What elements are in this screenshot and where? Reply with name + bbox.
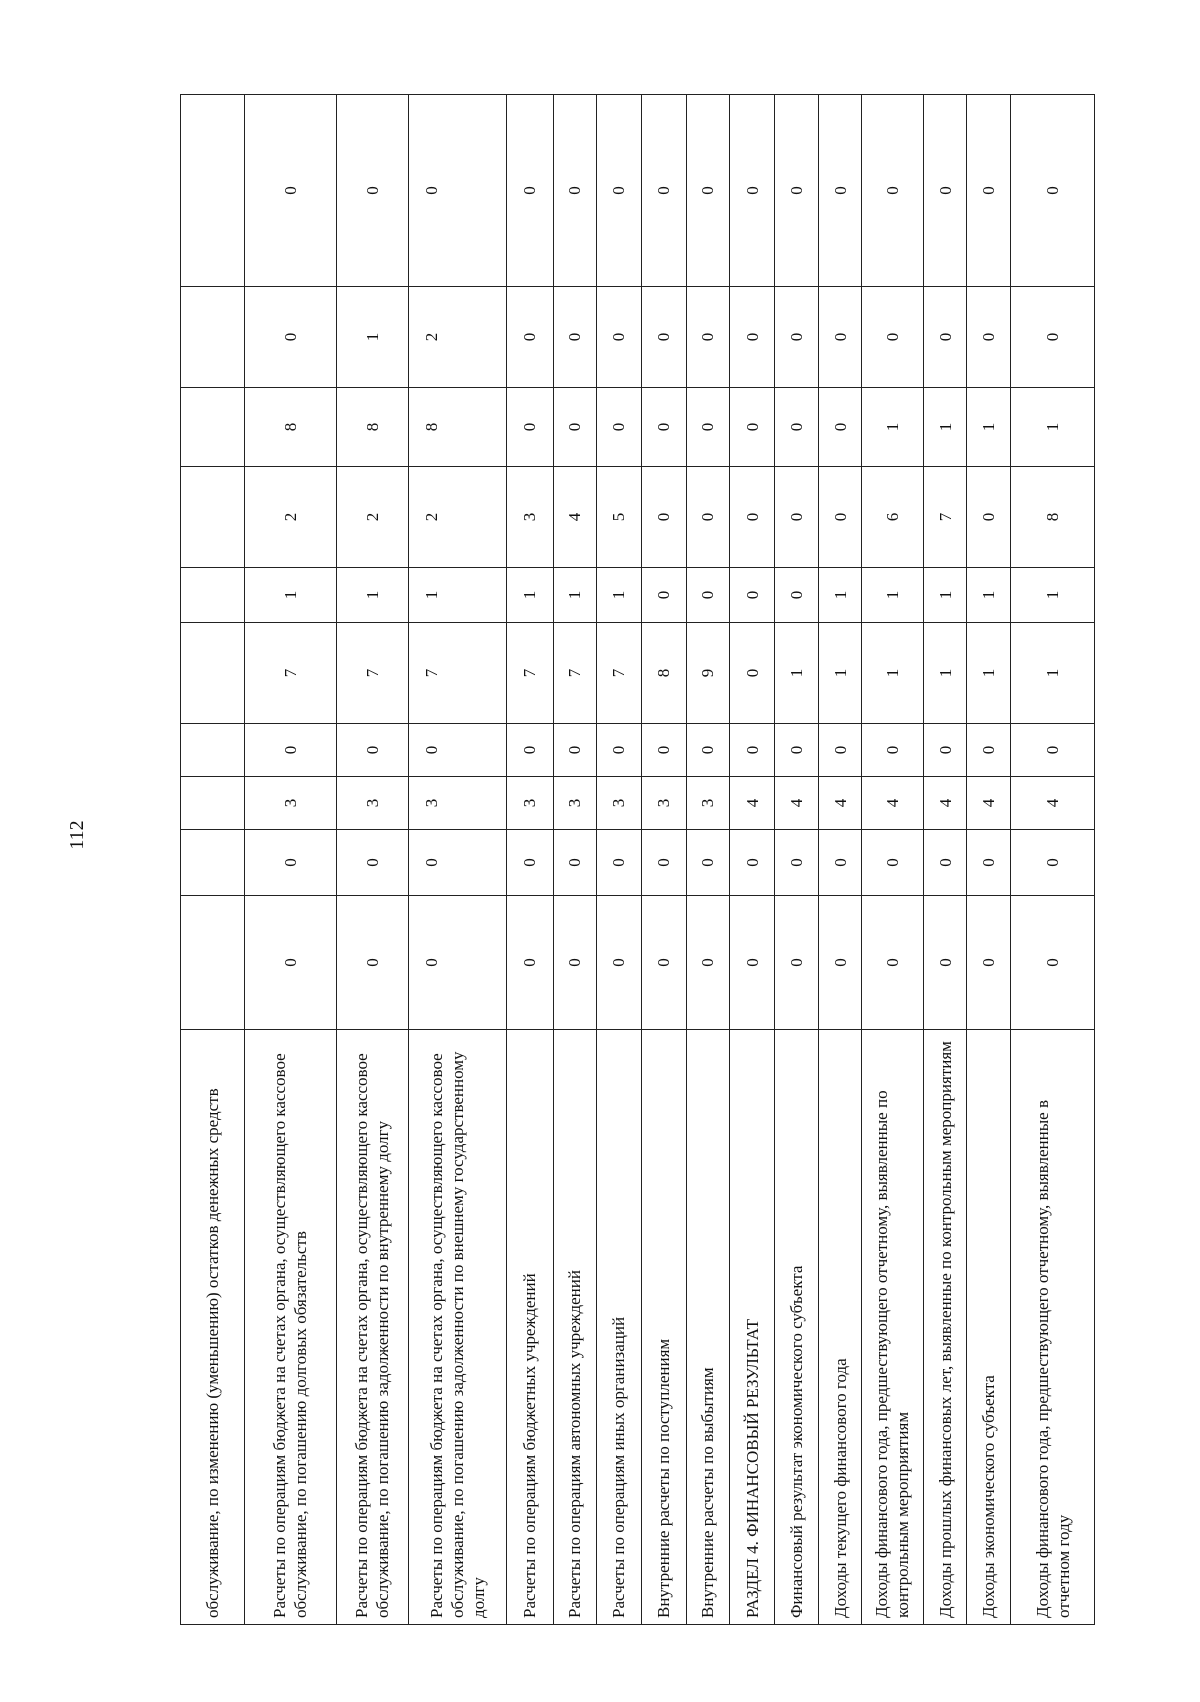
table-row	[775, 95, 819, 1625]
code-cell: 7	[244, 623, 336, 724]
row-label: Расчеты по операциям бюджета на счетах органа, осуществляющего кассовое обслуживание, по погашению задолженности по внешнему государственному долгу	[408, 1030, 506, 1625]
code-cell: 0	[408, 896, 506, 1030]
code-cell: 3	[408, 777, 506, 830]
code-cell	[181, 467, 245, 568]
code-cell: 0	[1011, 95, 1095, 287]
code-cell: 0	[923, 896, 967, 1030]
row-label: РАЗДЕЛ 4. ФИНАНСОВЫЙ РЕЗУЛЬТАТ	[730, 1030, 775, 1625]
code-cell: 1	[819, 623, 862, 724]
code-cell: 4	[553, 467, 596, 568]
code-cell: 0	[819, 830, 862, 896]
code-cell: 0	[596, 896, 641, 1030]
code-cell: 0	[967, 95, 1011, 287]
code-cell: 8	[1011, 467, 1095, 568]
table-row	[244, 95, 336, 1625]
code-cell: 0	[775, 287, 819, 388]
code-cell: 0	[553, 724, 596, 777]
table-row	[641, 95, 686, 1625]
code-cell: 0	[686, 724, 730, 777]
code-cell: 0	[553, 95, 596, 287]
code-cell: 0	[819, 388, 862, 467]
code-cell: 0	[641, 568, 686, 623]
code-cell: 0	[967, 830, 1011, 896]
code-cell: 0	[506, 95, 553, 287]
code-cell: 7	[408, 623, 506, 724]
code-cell: 1	[1011, 623, 1095, 724]
page-number: 112	[66, 820, 88, 850]
table-row	[596, 95, 641, 1625]
code-cell: 0	[861, 724, 923, 777]
table-row	[553, 95, 596, 1625]
code-cell: 4	[1011, 777, 1095, 830]
code-cell: 0	[923, 830, 967, 896]
code-cell: 1	[553, 568, 596, 623]
table-row	[686, 95, 730, 1625]
code-cell: 4	[923, 777, 967, 830]
code-cell: 0	[641, 896, 686, 1030]
code-cell: 0	[923, 95, 967, 287]
table-row	[1011, 95, 1095, 1625]
row-label: Доходы экономического субъекта	[967, 1030, 1011, 1625]
code-cell: 0	[641, 830, 686, 896]
table-row	[730, 95, 775, 1625]
code-cell: 1	[336, 568, 408, 623]
row-label: Расчеты по операциям бюджетных учреждений	[506, 1030, 553, 1625]
table-row	[861, 95, 923, 1625]
code-cell	[181, 724, 245, 777]
code-cell: 0	[775, 568, 819, 623]
table-row	[181, 95, 245, 1625]
code-cell: 0	[1011, 830, 1095, 896]
code-cell: 0	[336, 896, 408, 1030]
code-cell: 0	[686, 830, 730, 896]
code-cell: 0	[553, 896, 596, 1030]
code-cell: 0	[336, 830, 408, 896]
code-cell: 0	[686, 896, 730, 1030]
code-cell: 0	[861, 896, 923, 1030]
code-cell: 0	[775, 896, 819, 1030]
code-cell: 0	[596, 388, 641, 467]
code-cell: 0	[596, 830, 641, 896]
code-cell: 0	[730, 95, 775, 287]
code-cell: 1	[923, 388, 967, 467]
code-cell: 4	[775, 777, 819, 830]
code-cell: 3	[686, 777, 730, 830]
code-cell: 8	[336, 388, 408, 467]
code-cell: 0	[775, 830, 819, 896]
code-cell: 1	[967, 623, 1011, 724]
code-cell: 0	[730, 830, 775, 896]
code-cell: 0	[775, 467, 819, 568]
code-cell: 0	[336, 724, 408, 777]
code-cell: 0	[336, 95, 408, 287]
code-cell: 0	[408, 830, 506, 896]
code-cell: 0	[244, 830, 336, 896]
table-row	[506, 95, 553, 1625]
code-cell	[181, 287, 245, 388]
code-cell: 0	[506, 830, 553, 896]
code-cell: 4	[861, 777, 923, 830]
code-cell: 0	[730, 388, 775, 467]
code-cell: 7	[553, 623, 596, 724]
table-row	[967, 95, 1011, 1625]
code-cell: 0	[641, 724, 686, 777]
code-cell: 0	[775, 95, 819, 287]
code-cell: 1	[967, 388, 1011, 467]
code-cell: 0	[730, 467, 775, 568]
code-cell: 3	[244, 777, 336, 830]
code-cell: 3	[506, 467, 553, 568]
code-cell	[181, 623, 245, 724]
code-cell	[181, 777, 245, 830]
code-cell: 3	[596, 777, 641, 830]
code-cell: 7	[596, 623, 641, 724]
code-cell: 3	[641, 777, 686, 830]
code-cell: 0	[686, 95, 730, 287]
code-cell: 2	[408, 287, 506, 388]
code-cell: 1	[923, 568, 967, 623]
row-label: Доходы финансового года, предшествующего отчетному, выявленные в отчетном году	[1011, 1030, 1095, 1625]
code-cell: 0	[775, 724, 819, 777]
code-cell: 0	[967, 896, 1011, 1030]
row-label: Доходы текущего финансового года	[819, 1030, 862, 1625]
code-cell: 8	[408, 388, 506, 467]
code-cell: 0	[861, 95, 923, 287]
code-cell: 2	[336, 467, 408, 568]
row-label: обслуживание, по изменению (уменьшению) остатков денежных средств	[181, 1030, 245, 1625]
table-row	[408, 95, 506, 1625]
code-cell: 0	[641, 467, 686, 568]
code-cell	[181, 896, 245, 1030]
code-cell: 0	[506, 896, 553, 1030]
code-cell: 0	[596, 287, 641, 388]
code-cell: 0	[686, 287, 730, 388]
code-cell: 0	[923, 287, 967, 388]
code-cell	[181, 568, 245, 623]
code-cell: 0	[553, 287, 596, 388]
table-row	[923, 95, 967, 1625]
row-label: Расчеты по операциям автономных учреждений	[553, 1030, 596, 1625]
code-cell: 0	[596, 724, 641, 777]
code-cell: 0	[553, 388, 596, 467]
code-cell: 4	[819, 777, 862, 830]
code-cell: 0	[686, 467, 730, 568]
code-cell: 1	[861, 623, 923, 724]
code-cell: 0	[923, 724, 967, 777]
row-label: Внутренние расчеты по поступлениям	[641, 1030, 686, 1625]
code-cell: 0	[686, 568, 730, 623]
code-cell: 0	[730, 724, 775, 777]
code-cell: 0	[730, 896, 775, 1030]
code-cell: 5	[596, 467, 641, 568]
code-cell: 0	[553, 830, 596, 896]
code-cell: 0	[775, 388, 819, 467]
code-cell: 3	[336, 777, 408, 830]
code-cell: 0	[244, 896, 336, 1030]
code-cell: 1	[861, 388, 923, 467]
code-cell: 0	[819, 896, 862, 1030]
code-cell: 0	[244, 724, 336, 777]
code-cell: 8	[244, 388, 336, 467]
code-cell: 1	[244, 568, 336, 623]
code-cell: 0	[730, 568, 775, 623]
code-cell: 0	[596, 95, 641, 287]
code-cell: 8	[641, 623, 686, 724]
code-cell: 0	[861, 287, 923, 388]
code-cell: 6	[861, 467, 923, 568]
code-cell: 0	[819, 467, 862, 568]
code-cell: 2	[244, 467, 336, 568]
code-cell: 3	[553, 777, 596, 830]
code-cell: 0	[861, 830, 923, 896]
code-cell: 0	[819, 724, 862, 777]
code-cell: 1	[861, 568, 923, 623]
code-cell: 1	[819, 568, 862, 623]
code-cell: 0	[1011, 287, 1095, 388]
code-cell: 1	[923, 623, 967, 724]
code-cell: 7	[506, 623, 553, 724]
code-cell: 7	[336, 623, 408, 724]
code-cell: 0	[686, 388, 730, 467]
accounts-table	[180, 94, 1095, 1625]
row-label: Доходы прошлых финансовых лет, выявленные по контрольным мероприятиям	[923, 1030, 967, 1625]
code-cell: 0	[819, 95, 862, 287]
code-cell: 2	[408, 467, 506, 568]
code-cell: 0	[967, 287, 1011, 388]
code-cell: 1	[1011, 568, 1095, 623]
code-cell	[181, 388, 245, 467]
row-label: Расчеты по операциям бюджета на счетах органа, осуществляющего кассовое обслуживание, по погашению задолженности по внутреннему долгу	[336, 1030, 408, 1625]
code-cell: 1	[1011, 388, 1095, 467]
code-cell: 4	[730, 777, 775, 830]
code-cell: 4	[967, 777, 1011, 830]
code-cell: 0	[506, 287, 553, 388]
code-cell: 0	[967, 724, 1011, 777]
rotated-table-container	[180, 95, 1095, 1625]
code-cell: 3	[506, 777, 553, 830]
code-cell: 0	[1011, 896, 1095, 1030]
code-cell: 0	[819, 287, 862, 388]
code-cell: 0	[641, 95, 686, 287]
code-cell: 0	[244, 95, 336, 287]
code-cell: 0	[730, 623, 775, 724]
row-label: Финансовый результат экономического субъекта	[775, 1030, 819, 1625]
code-cell: 0	[730, 287, 775, 388]
code-cell: 1	[408, 568, 506, 623]
code-cell: 0	[506, 388, 553, 467]
code-cell: 1	[506, 568, 553, 623]
table-row	[336, 95, 408, 1625]
code-cell: 0	[641, 388, 686, 467]
code-cell: 0	[408, 724, 506, 777]
row-label: Доходы финансового года, предшествующего отчетному, выявленные по контрольным мероприятиям	[861, 1030, 923, 1625]
code-cell: 1	[596, 568, 641, 623]
code-cell: 7	[923, 467, 967, 568]
code-cell: 9	[686, 623, 730, 724]
code-cell: 1	[967, 568, 1011, 623]
code-cell	[181, 95, 245, 287]
row-label: Внутренние расчеты по выбытиям	[686, 1030, 730, 1625]
code-cell: 0	[244, 287, 336, 388]
code-cell: 1	[336, 287, 408, 388]
code-cell	[181, 830, 245, 896]
table-row	[819, 95, 862, 1625]
code-cell: 0	[1011, 724, 1095, 777]
row-label: Расчеты по операциям бюджета на счетах органа, осуществляющего кассовое обслуживание, по погашению долговых обязательств	[244, 1030, 336, 1625]
code-cell: 0	[967, 467, 1011, 568]
code-cell: 0	[506, 724, 553, 777]
code-cell: 0	[408, 95, 506, 287]
code-cell: 1	[775, 623, 819, 724]
code-cell: 0	[641, 287, 686, 388]
row-label: Расчеты по операциям иных организаций	[596, 1030, 641, 1625]
